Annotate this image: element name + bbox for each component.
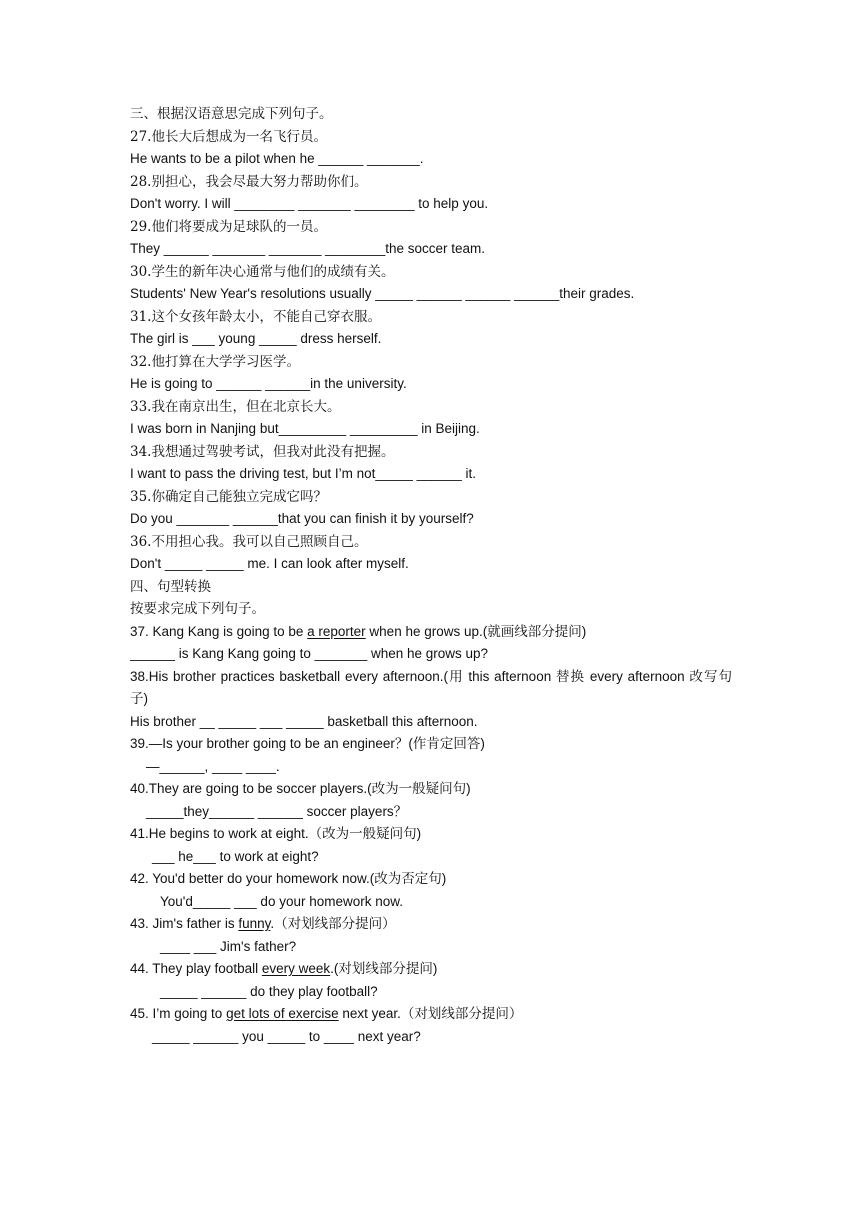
q29-english: They ______ _______ _______ ________the soccer team.: [130, 241, 486, 256]
q37-question: [130, 621, 732, 644]
q44-underlined-part: every week: [261, 961, 331, 976]
q35-chinese: 35.你确定自己能独立完成它吗？: [130, 488, 327, 505]
q40-question: 40.They are going to be soccer players.(改为一般疑问句): [130, 781, 471, 796]
q36-english: Don't _____ _____ me. I can look after myself.: [130, 556, 409, 571]
q44-question: [130, 958, 732, 981]
q29-chinese: 29.他们将要成为足球队的一员。: [130, 218, 327, 235]
q42-answer: You'd_____ ___ do your homework now.: [160, 893, 404, 909]
q31-chinese: 31.这个女孩年龄太小，不能自己穿衣服。: [130, 308, 381, 325]
q45-answer: _____ ______ you _____ to ____ next year?: [152, 1028, 421, 1044]
q38-answer: His brother __ _____ ___ _____ basketball this afternoon.: [130, 713, 478, 729]
q31-english: The girl is ___ young _____ dress herself.: [130, 331, 382, 346]
section-3-heading: 三、根据汉语意思完成下列句子。: [130, 106, 333, 122]
q37-text-before: 37. Kang Kang is going to be: [130, 623, 308, 639]
q37-answer: ______ is Kang Kang going to _______ when he grows up?: [130, 646, 489, 661]
q30-chinese: 30.学生的新年决心通常与他们的成绩有关。: [130, 263, 395, 280]
q44-text-after: .(对划线部分提问): [330, 961, 438, 976]
q44-answer: _____ ______ do they play football?: [160, 983, 378, 999]
q33-chinese: 33.我在南京出生，但在北京长大。: [130, 398, 341, 415]
q43-question: [130, 913, 732, 936]
section-4-heading: 四、句型转换: [130, 578, 211, 595]
q38-question: 38.His brother practices basketball every afternoon.(用 this afternoon 替换 every afternoon 改写句子): [130, 668, 732, 706]
q39-question: 39.—Is your brother going to be an engineer？(作肯定回答): [130, 736, 485, 751]
q41-question: 41.He begins to work at eight.（改为一般疑问句): [130, 826, 422, 841]
q43-answer: ____ ___ Jim's father?: [160, 938, 297, 954]
q28-chinese: 28.别担心，我会尽最大努力帮助你们。: [130, 173, 368, 190]
q33-english: I was born in Nanjing but_________ _________ in Beijing.: [130, 421, 480, 436]
q43-text-after: .（对划线部分提问）: [270, 916, 396, 931]
q40-answer: _____they______ ______ soccer players？: [146, 803, 408, 819]
q45-text-before: 45. I’m going to: [130, 1006, 227, 1021]
section-4-instruction: 按要求完成下列句子。: [130, 601, 265, 617]
q45-underlined-part: get lots of exercise: [226, 1006, 339, 1021]
q35-english: Do you _______ ______that you can finish it by yourself?: [130, 511, 474, 526]
q43-text-before: 43. Jim's father is: [130, 916, 239, 931]
q42-question: 42. You'd better do your homework now.(改为否定句): [130, 871, 447, 886]
q27-english: He wants to be a pilot when he ______ _______.: [130, 151, 424, 166]
q37-underlined-part: a reporter: [307, 623, 366, 639]
q30-english: Students' New Year's resolutions usually _____ ______ ______ ______their grades.: [130, 286, 635, 301]
q44-text-before: 44. They play football: [130, 961, 262, 976]
q41-answer: ___ he___ to work at eight?: [152, 848, 319, 864]
q45-text-after: next year.（对划线部分提问）: [338, 1006, 523, 1021]
q32-english: He is going to ______ ______in the university.: [130, 376, 407, 391]
q36-chinese: 36.不用担心我。我可以自己照顾自己。: [130, 533, 368, 550]
q28-english: Don't worry. I will ________ _______ ________ to help you.: [130, 196, 489, 211]
q27-chinese: 27.他长大后想成为一名飞行员。: [130, 128, 327, 145]
q39-answer: —______, ____ ____.: [146, 758, 280, 774]
q45-question: [130, 1003, 732, 1026]
q34-english: I want to pass the driving test, but I’m not_____ ______ it.: [130, 466, 476, 481]
q43-underlined-part: funny: [238, 916, 271, 931]
q34-chinese: 34.我想通过驾驶考试，但我对此没有把握。: [130, 443, 395, 460]
q32-chinese: 32.他打算在大学学习医学。: [130, 353, 300, 370]
q37-text-after: when he grows up.(就画线部分提问): [365, 623, 587, 639]
worksheet-page: [130, 103, 732, 1048]
